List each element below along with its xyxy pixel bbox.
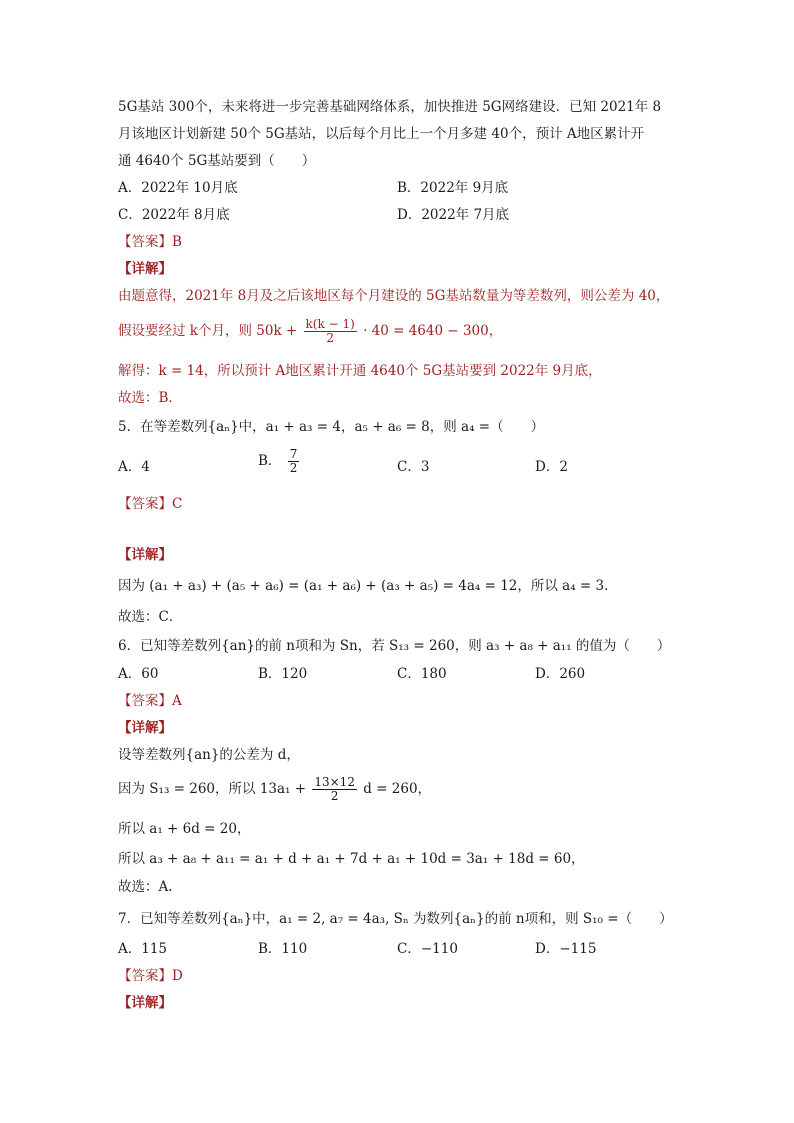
q4-stem-line2: 月该地区计划新建 50个 5G基站，以后每个月比上一个月多建 40个，预计 A地区累计开 (118, 126, 645, 142)
q5-answer: 【答案】C (118, 496, 183, 512)
q7-stem: 7．已知等差数列{aₙ}中，a₁ = 2, a₇ = 4a₃, Sₙ 为数列{aₙ}的前 n项和，则 S₁₀ =（ ） (118, 911, 673, 927)
q5-solution-line1: 因为 (a₁ + a₃) + (a₅ + a₆) = (a₁ + a₆) + (a₃ + a₅) = 4a₄ = 12，所以 a₄ = 3. (118, 578, 609, 594)
q7-option-d: D．−115 (535, 941, 597, 957)
q6-detail-label: 【详解】 (118, 720, 172, 736)
q7-answer: 【答案】D (118, 968, 183, 984)
q5-option-c: C．3 (397, 459, 430, 475)
q4-solution-line2-pre: 假设要经过 k个月，则 50k + (118, 323, 298, 339)
q6-stem: 6．已知等差数列{an}的前 n项和为 Sn，若 S₁₃ = 260，则 a₃ + a₈ + a₁₁ 的值为（ ） (118, 638, 671, 654)
q6-option-d: D．260 (535, 666, 586, 682)
q6-fraction-denominator: 2 (330, 789, 339, 803)
q4-choose: 故选：B． (118, 390, 182, 406)
q7-option-b: B．110 (258, 941, 308, 957)
q4-answer: 【答案】B (118, 234, 182, 250)
q4-solution-fraction (304, 318, 357, 345)
q7-option-a: A．115 (118, 941, 168, 957)
q6-solution-fraction (312, 776, 357, 803)
q5-option-b-denominator: 2 (289, 461, 298, 475)
q4-solution-line2-post: · 40 = 4640 − 300， (363, 323, 503, 339)
q4-stem-line1: 5G基站 300个，未来将进一步完善基础网络体系，加快推进 5G网络建设．已知 2021年 8 (118, 99, 662, 115)
q6-choose: 故选：A. (118, 879, 173, 895)
q5-option-d: D．2 (535, 459, 568, 475)
q5-option-a: A．4 (118, 459, 150, 475)
q4-stem-line3: 通 4640个 5G基站要到（ ） (118, 153, 316, 169)
q6-solution-line2-pre: 因为 S₁₃ = 260，所以 13a₁ + (118, 781, 307, 797)
q4-solution-line1: 由题意得，2021年 8月及之后该地区每个月建设的 5G基站数量为等差数列，则公差为 40， (118, 288, 670, 304)
q6-option-b: B．120 (258, 666, 308, 682)
q6-option-c: C．180 (397, 666, 447, 682)
q4-solution-line3: 解得：k = 14，所以预计 A地区累计开通 4640个 5G基站要到 2022年 9月底， (118, 363, 602, 379)
q6-solution-line2 (118, 776, 431, 803)
q4-fraction-denominator: 2 (326, 331, 334, 345)
q5-detail-label: 【详解】 (118, 547, 172, 563)
q4-option-b: B．2022年 9月底 (397, 180, 509, 196)
q5-option-b (258, 448, 301, 475)
q4-option-a: A．2022年 10月底 (118, 180, 238, 196)
q4-solution-line2 (118, 318, 502, 345)
q6-solution-line2-post: d = 260， (363, 781, 432, 797)
q5-option-b-numerator: 7 (289, 447, 298, 461)
q5-stem: 5．在等差数列{aₙ}中，a₁ + a₃ = 4，a₅ + a₆ = 8，则 a₄ =（ ） (118, 419, 545, 435)
q6-solution-line4: 所以 a₃ + a₈ + a₁₁ = a₁ + d + a₁ + 7d + a₁ + 10d = 3a₁ + 18d = 60， (118, 851, 585, 867)
q6-solution-line1: 设等差数列{an}的公差为 d， (118, 747, 300, 763)
q6-answer: 【答案】A (118, 693, 182, 709)
q7-option-c: C．−110 (397, 941, 458, 957)
q5-choose: 故选：C． (118, 609, 183, 625)
q4-option-d: D．2022年 7月底 (397, 207, 510, 223)
q5-option-b-label: B． (258, 453, 282, 469)
q6-option-a: A．60 (118, 666, 159, 682)
q4-option-c: C．2022年 8月底 (118, 207, 230, 223)
q6-fraction-numerator: 13×12 (314, 775, 355, 789)
q4-detail-label: 【详解】 (118, 261, 172, 277)
q6-solution-line3: 所以 a₁ + 6d = 20， (118, 821, 251, 837)
q4-fraction-numerator: k(k − 1) (305, 317, 355, 331)
q5-option-b-fraction (288, 448, 300, 475)
q7-detail-label: 【详解】 (118, 995, 172, 1011)
